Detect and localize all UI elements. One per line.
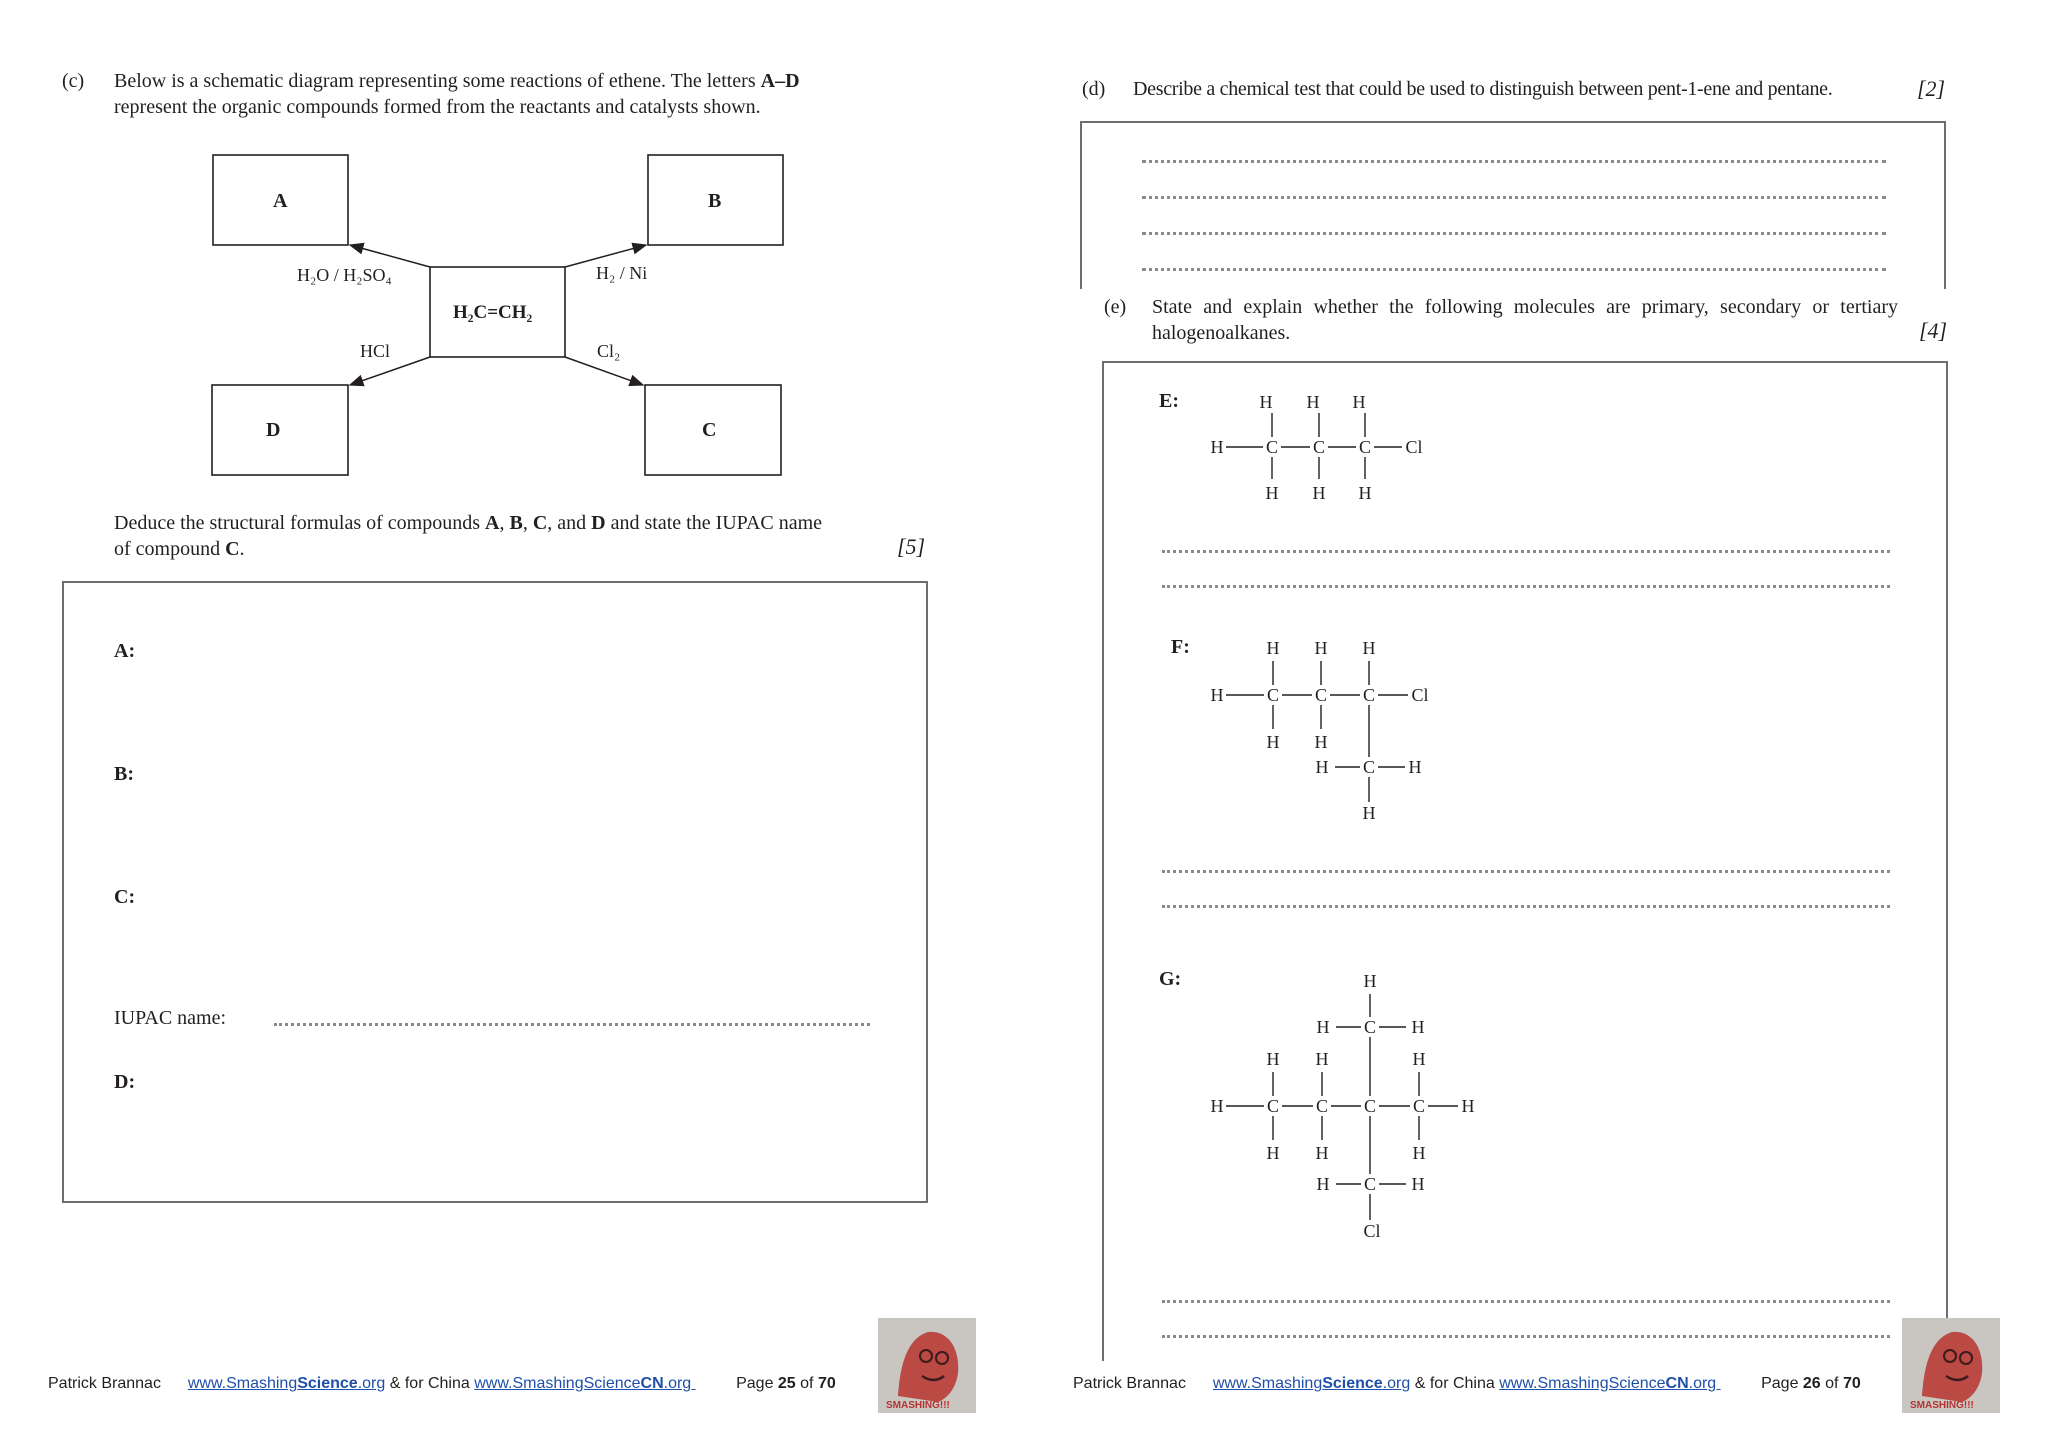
footer-author: Patrick Brannac	[48, 1375, 161, 1392]
page-pre: Page	[1761, 1375, 1803, 1392]
atom-h: H	[1411, 1174, 1425, 1194]
link-bold: Science	[1322, 1375, 1383, 1392]
atom-c: C	[1363, 1017, 1377, 1037]
molecule-e-structure	[1200, 385, 1440, 510]
reagent-b: H₂ / Ni	[596, 263, 648, 283]
atom-c: C	[1412, 1096, 1426, 1116]
deduce-text-1: Deduce the structural formulas of compounds	[114, 512, 486, 534]
deduce-bold-d: D	[591, 512, 606, 534]
molecule-f-structure	[1200, 632, 1440, 832]
molecule-g-structure	[1200, 962, 1500, 1247]
molecule-f-answer-line-2[interactable]	[1162, 905, 1890, 908]
smashing-logo-art	[878, 1318, 976, 1413]
molecule-e-label: E:	[1159, 390, 1179, 412]
molecule-f-label: F:	[1171, 636, 1190, 658]
part-e-question-line1: State and explain whether the following molecules are primary, secondary or tertiary	[1152, 296, 1898, 318]
atom-h: H	[1266, 638, 1280, 658]
part-d-answer-line-2[interactable]	[1142, 196, 1886, 199]
link-text-end: .org	[357, 1375, 386, 1392]
atom-c: C	[1266, 685, 1280, 705]
atom-h: H	[1316, 1174, 1330, 1194]
atom-c: C	[1363, 1096, 1377, 1116]
link-bold: CN	[640, 1375, 664, 1392]
atom-c: C	[1266, 1096, 1280, 1116]
part-c-marks: [5]	[897, 534, 926, 559]
answer-label-iupac: IUPAC name:	[114, 1007, 227, 1029]
atom-h: H	[1352, 392, 1366, 412]
atom-h: H	[1316, 1017, 1330, 1037]
atom-h: H	[1266, 732, 1280, 752]
deduce-bold-c2: C	[225, 538, 240, 560]
footer-right	[1073, 1375, 1861, 1393]
deduce-bold-a: A	[485, 512, 500, 534]
part-d-letter: (d)	[1082, 78, 1106, 100]
footer-middle: & for China	[1410, 1375, 1500, 1392]
deduce-text-3: of compound	[114, 538, 226, 560]
atom-h: H	[1266, 1049, 1280, 1069]
molecule-g-answer-line-1[interactable]	[1162, 1300, 1890, 1303]
molecule-g-answer-line-2[interactable]	[1162, 1335, 1890, 1338]
atom-h: H	[1259, 392, 1273, 412]
molecule-g-label: G:	[1159, 968, 1182, 990]
atom-cl: Cl	[1363, 1221, 1381, 1241]
box-a-label: A	[273, 190, 288, 212]
reagent-d: HCl	[360, 341, 391, 361]
smashing-logo-art	[1902, 1318, 2000, 1413]
footer-left	[48, 1375, 836, 1393]
deduce-period: .	[239, 538, 245, 560]
answer-label-d: D:	[114, 1071, 136, 1093]
arrow-to-c	[565, 357, 643, 385]
box-d-label: D	[266, 419, 281, 441]
part-d-question: Describe a chemical test that could be used to distinguish between pent-1-ene and pentane.	[1133, 78, 1833, 100]
link-text: www.SmashingScience	[474, 1375, 641, 1392]
link-text: www.Smashing	[1212, 1375, 1323, 1392]
deduce-text-2: and state the IUPAC name	[605, 512, 823, 534]
atom-c: C	[1314, 685, 1328, 705]
smashing-logo	[1902, 1318, 2000, 1413]
atom-c: C	[1362, 685, 1376, 705]
iupac-answer-line[interactable]	[274, 1023, 870, 1026]
footer-middle: & for China	[385, 1375, 475, 1392]
atom-h: H	[1210, 1096, 1224, 1116]
part-c-letter: (c)	[62, 70, 85, 92]
footer-link-smashingscience[interactable]	[188, 1375, 385, 1392]
atom-h: H	[1315, 1143, 1329, 1163]
atom-c: C	[1358, 437, 1372, 457]
part-d-answer-line-4[interactable]	[1142, 268, 1886, 271]
atom-h: H	[1312, 483, 1326, 503]
part-c-intro	[114, 68, 894, 120]
atom-c: C	[1312, 437, 1326, 457]
molecule-e-answer-line-2[interactable]	[1162, 585, 1890, 588]
footer-page-number	[736, 1375, 836, 1392]
atom-h: H	[1362, 638, 1376, 658]
answer-label-c: C:	[114, 886, 136, 908]
atom-h: H	[1315, 1049, 1329, 1069]
part-d-answer-box[interactable]	[1080, 121, 1946, 289]
footer-author: Patrick Brannac	[1073, 1375, 1186, 1392]
footer-link-smashingscience[interactable]	[1213, 1375, 1410, 1392]
atom-c: C	[1315, 1096, 1329, 1116]
atom-c: C	[1362, 757, 1376, 777]
molecule-e-answer-line-1[interactable]	[1162, 550, 1890, 553]
box-c-label: C	[702, 419, 717, 441]
atom-h: H	[1362, 803, 1376, 823]
deduce-sep-3: , and	[547, 512, 592, 534]
deduce-sep-2: ,	[522, 512, 533, 534]
atom-h: H	[1411, 1017, 1425, 1037]
atom-h: H	[1315, 757, 1329, 777]
link-text-end: .org	[1382, 1375, 1411, 1392]
page-total: 70	[1842, 1375, 1861, 1392]
link-text: www.Smashing	[187, 1375, 298, 1392]
part-e-question-line2: halogenoalkanes.	[1152, 322, 1291, 344]
logo-text: SMASHING!!!	[1910, 1400, 1974, 1411]
deduce-sep-1: ,	[499, 512, 510, 534]
atom-h: H	[1210, 437, 1224, 457]
part-d-answer-line-3[interactable]	[1142, 232, 1886, 235]
page-num: 25	[777, 1375, 796, 1392]
atom-h: H	[1210, 685, 1224, 705]
part-d-answer-line-1[interactable]	[1142, 160, 1886, 163]
molecule-f-atoms	[1211, 638, 1429, 823]
atom-h: H	[1408, 757, 1422, 777]
atom-h: H	[1265, 483, 1279, 503]
atom-h: H	[1358, 483, 1372, 503]
part-c-intro-letters: A–D	[760, 70, 800, 92]
part-c-intro-line2: represent the organic compounds formed from the reactants and catalysts shown.	[114, 96, 761, 118]
atom-h: H	[1363, 971, 1377, 991]
atom-h: H	[1412, 1049, 1426, 1069]
box-b-label: B	[708, 190, 722, 212]
arrow-to-a	[350, 245, 430, 267]
answer-label-a: A:	[114, 640, 136, 662]
deduce-instruction	[114, 510, 914, 562]
logo-text: SMASHING!!!	[886, 1400, 950, 1411]
atom-c: C	[1265, 437, 1279, 457]
part-c-intro-text: Below is a schematic diagram representing some reactions of ethene. The letters	[114, 70, 761, 92]
atom-h: H	[1314, 732, 1328, 752]
part-e-marks: [4]	[1919, 318, 1948, 343]
link-bold: CN	[1665, 1375, 1689, 1392]
footer-link-smashingsciencecn[interactable]	[1499, 1375, 1720, 1392]
arrow-to-d	[350, 357, 430, 385]
atom-h: H	[1306, 392, 1320, 412]
atom-h: H	[1412, 1143, 1426, 1163]
atom-c: C	[1363, 1174, 1377, 1194]
atom-cl: Cl	[1411, 685, 1429, 705]
link-text-end: .org	[1688, 1375, 1721, 1392]
answer-label-b: B:	[114, 763, 134, 785]
page-pre: Page	[736, 1375, 778, 1392]
atom-h: H	[1461, 1096, 1475, 1116]
link-text: www.SmashingScience	[1499, 1375, 1666, 1392]
atom-h: H	[1266, 1143, 1280, 1163]
part-d-marks: [2]	[1917, 76, 1946, 101]
page-mid: of	[795, 1375, 818, 1392]
deduce-bold-c: C	[532, 512, 548, 534]
page-mid: of	[1820, 1375, 1843, 1392]
footer-link-smashingsciencecn[interactable]	[474, 1375, 695, 1392]
atom-cl: Cl	[1405, 437, 1423, 457]
part-c-answer-box[interactable]	[62, 581, 928, 1203]
part-e-letter: (e)	[1104, 296, 1127, 318]
smashing-logo	[878, 1318, 976, 1413]
reagent-a: H₂O / H₂SO₄	[297, 265, 392, 285]
reagent-c: Cl₂	[597, 341, 621, 361]
reaction-schematic	[200, 145, 800, 485]
link-text-end: .org	[663, 1375, 696, 1392]
deduce-bold-b: B	[509, 512, 523, 534]
footer-page-number	[1761, 1375, 1861, 1392]
atom-h: H	[1314, 638, 1328, 658]
link-bold: Science	[297, 1375, 358, 1392]
page-num: 26	[1802, 1375, 1821, 1392]
molecule-f-answer-line-1[interactable]	[1162, 870, 1890, 873]
page-total: 70	[817, 1375, 836, 1392]
ethene-formula: H₂C=CH₂	[453, 302, 533, 323]
